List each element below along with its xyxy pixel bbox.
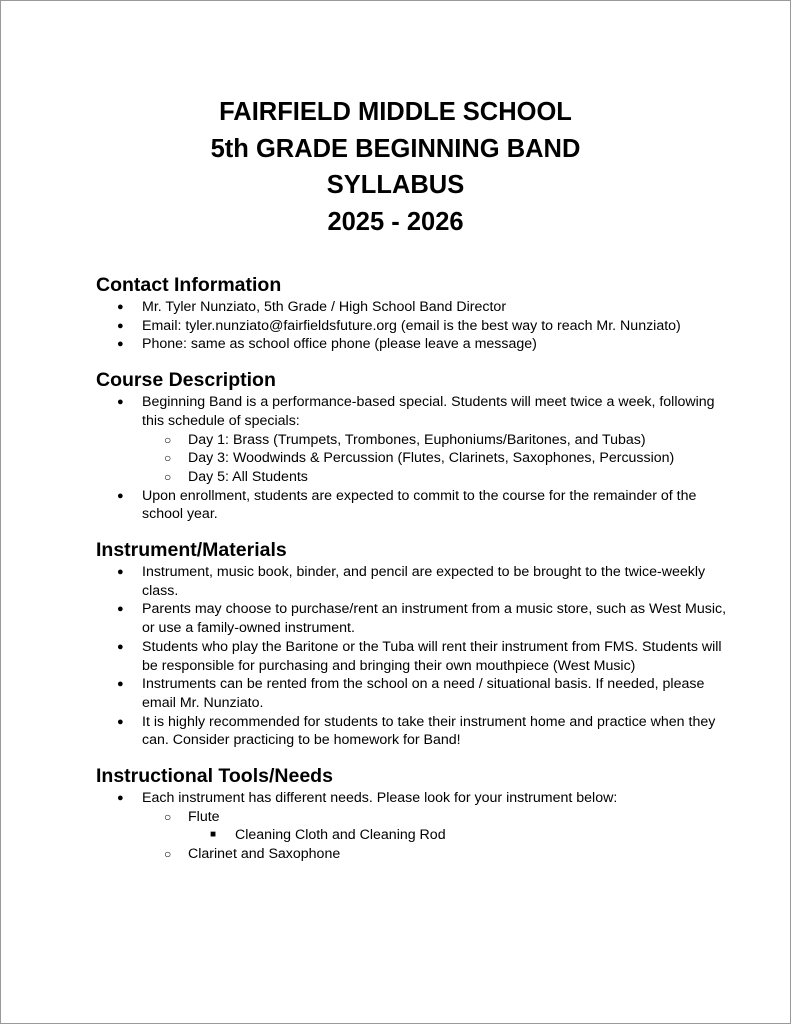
contact-director: Mr. Tyler Nunziato, 5th Grade / High School Band Director xyxy=(142,299,507,315)
schedule-day-3: Day 3: Woodwinds & Percussion (Flutes, Clarinets, Saxophones, Percussion) xyxy=(188,450,675,467)
materials-item: Parents may choose to purchase/rent an instrument from a music store, such as West Music, or use a family-owned instrument. xyxy=(142,601,727,637)
bullet-disc-icon: ● xyxy=(117,319,124,332)
bullet-circle-icon: ○ xyxy=(164,451,172,466)
list-item xyxy=(96,487,736,524)
contact-list xyxy=(96,298,736,354)
list-item xyxy=(96,845,736,864)
bullet-disc-icon: ● xyxy=(117,301,124,313)
materials-item: Instrument, music book, binder, and pencil are expected to be brought to the twice-weekly class. xyxy=(142,564,706,599)
course-list xyxy=(96,393,736,524)
list-item xyxy=(96,335,736,354)
flute-needs: Cleaning Cloth and Cleaning Rod xyxy=(235,827,446,844)
title-year: 2025 - 2026 xyxy=(327,207,464,236)
materials-list xyxy=(96,563,736,750)
contact-phone: Phone: same as school office phone (please leave a message) xyxy=(142,336,537,353)
bullet-disc-icon: ● xyxy=(117,792,124,805)
instrument-clarinet-sax: Clarinet and Saxophone xyxy=(188,846,341,863)
course-overview: Beginning Band is a performance-based special. Students will meet twice a week, following this schedule of specials: xyxy=(142,394,715,429)
section-materials xyxy=(96,538,736,750)
document-title xyxy=(1,94,790,240)
materials-item: It is highly recommended for students to take their instrument home and practice when they can. Consider practicing to be homework for Band! xyxy=(142,713,716,749)
tools-intro: Each instrument has different needs. Please look for your instrument below: xyxy=(142,790,618,807)
course-enrollment: Upon enrollment, students are expected to commit to the course for the remainder of the school year. xyxy=(142,487,697,523)
title-syllabus: SYLLABUS xyxy=(326,171,465,199)
section-contact xyxy=(96,273,736,354)
list-item xyxy=(96,638,736,675)
materials-item: Instruments can be rented from the school on a need / situational basis. If needed, please email Mr. Nunziato. xyxy=(142,676,705,711)
bullet-circle-icon: ○ xyxy=(164,847,172,862)
bullet-square-icon: ■ xyxy=(210,829,217,841)
bullet-disc-icon: ● xyxy=(117,603,124,616)
section-tools xyxy=(96,764,736,864)
title-course: 5th GRADE BEGINNING BAND xyxy=(210,134,581,163)
list-item xyxy=(96,789,736,864)
schedule-day-1: Day 1: Brass (Trumpets, Trombones, Euphoniums/Baritones, and Tubas) xyxy=(188,431,646,448)
bullet-disc-icon: ● xyxy=(117,396,124,409)
list-item xyxy=(96,468,736,487)
bullet-circle-icon: ○ xyxy=(164,809,172,824)
instrument-list xyxy=(96,808,736,864)
materials-heading: Instrument/Materials xyxy=(96,539,287,562)
course-heading: Course Description xyxy=(96,369,276,392)
schedule-day-5: Day 5: All Students xyxy=(188,468,308,485)
list-item xyxy=(96,431,736,450)
bullet-disc-icon: ● xyxy=(117,678,124,691)
list-item xyxy=(96,393,736,487)
list-item xyxy=(96,317,736,336)
bullet-disc-icon: ● xyxy=(117,715,124,728)
tools-heading: Instructional Tools/Needs xyxy=(96,765,333,788)
tools-list xyxy=(96,789,736,864)
list-item xyxy=(96,826,736,845)
list-item xyxy=(96,675,736,712)
bullet-disc-icon: ● xyxy=(117,640,124,653)
document-body xyxy=(96,273,736,878)
list-item xyxy=(96,563,736,600)
contact-heading: Contact Information xyxy=(96,274,282,296)
instrument-flute: Flute xyxy=(188,808,220,825)
bullet-circle-icon: ○ xyxy=(164,469,172,484)
title-school: FAIRFIELD MIDDLE SCHOOL xyxy=(219,98,572,126)
schedule-list xyxy=(96,431,736,487)
list-item xyxy=(96,713,736,750)
bullet-circle-icon: ○ xyxy=(164,432,172,447)
list-item xyxy=(96,298,736,317)
materials-item: Students who play the Baritone or the Tuba will rent their instrument from FMS. Students will be responsible for purchasing and bringing their own mouthpiece (West Music) xyxy=(142,638,722,674)
list-item xyxy=(96,808,736,845)
bullet-disc-icon: ● xyxy=(117,566,124,579)
list-item xyxy=(96,449,736,468)
bullet-disc-icon: ● xyxy=(117,338,124,351)
contact-email: Email: tyler.nunziato@fairfieldsfuture.org (email is the best way to reach Mr. Nunziato) xyxy=(142,317,681,334)
list-item xyxy=(96,600,736,637)
section-course xyxy=(96,368,736,524)
flute-needs-list xyxy=(96,826,736,845)
bullet-disc-icon: ● xyxy=(117,489,124,502)
